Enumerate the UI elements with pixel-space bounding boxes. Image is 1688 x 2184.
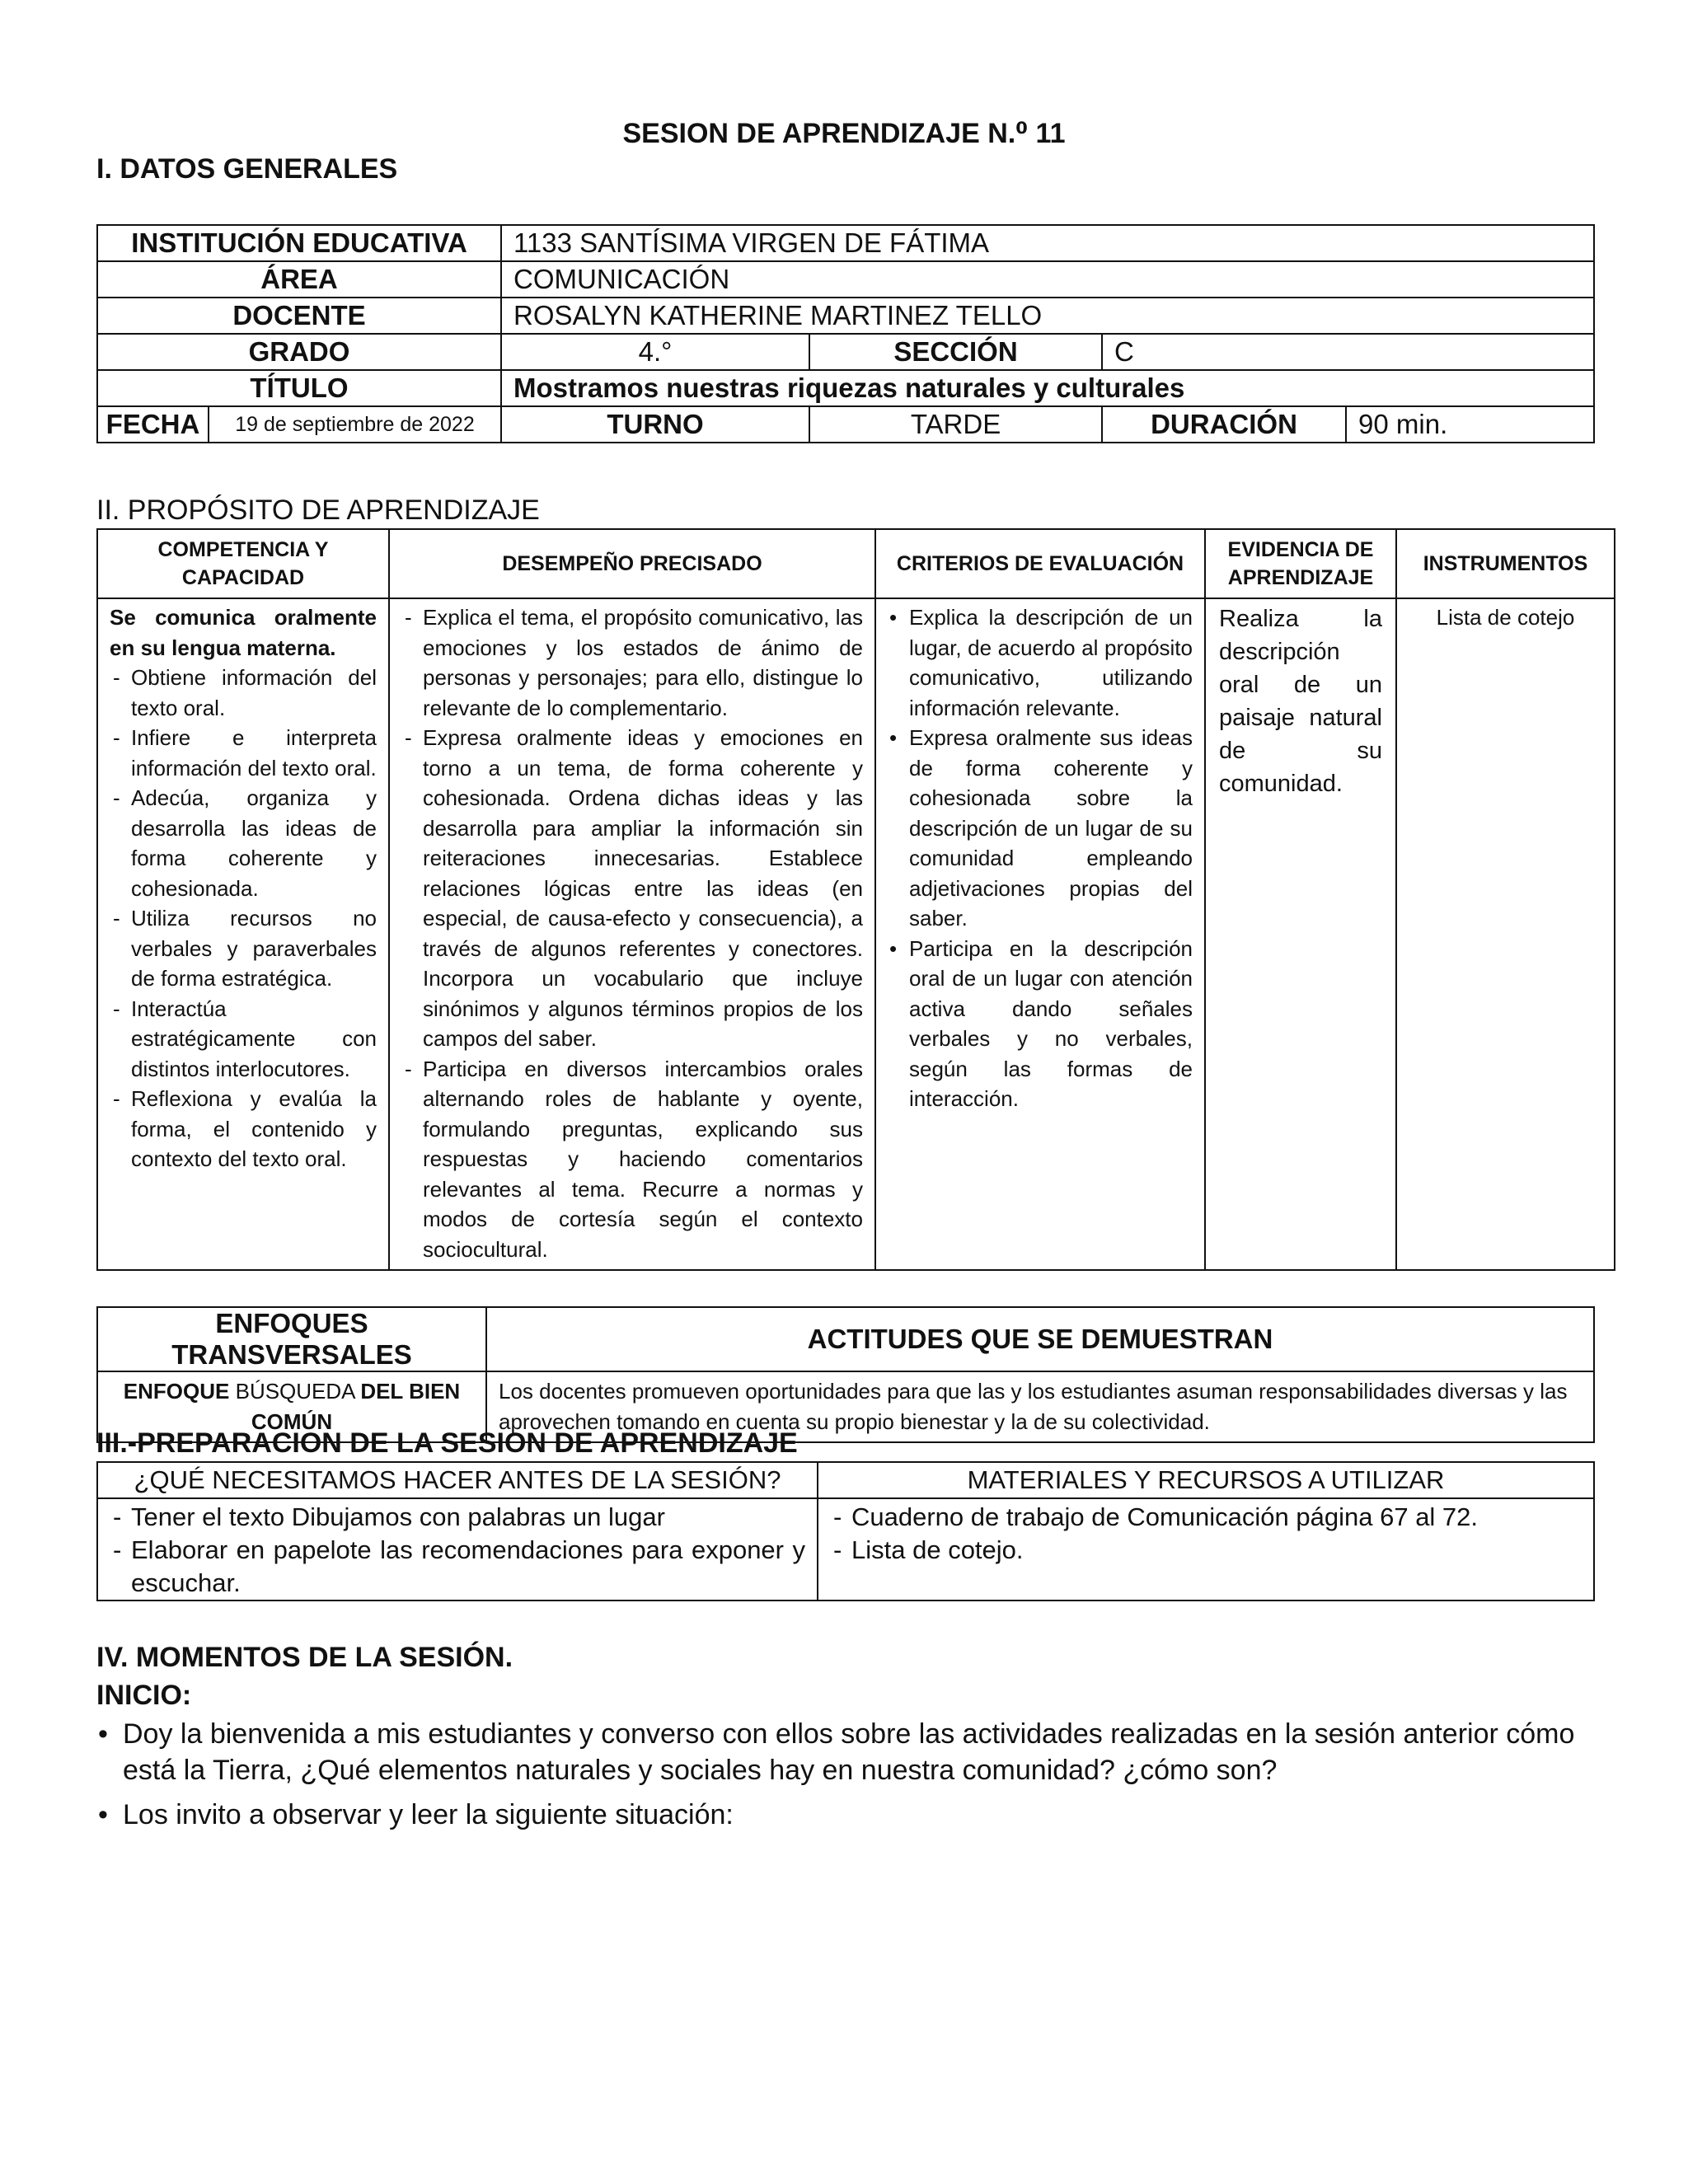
capacidad-item: - Obtiene información del texto oral. [110, 663, 377, 723]
header-evidencia: EVIDENCIA DE APRENDIZAJE [1205, 529, 1396, 598]
desempenos-list [401, 602, 863, 1264]
capacidad-item: - Reflexiona y evalúa la forma, el contenido y contexto del texto oral. [110, 1084, 377, 1174]
fecha-label: FECHA [97, 406, 209, 443]
titulo-label: TÍTULO [97, 370, 501, 406]
docente-label: DOCENTE [97, 298, 501, 334]
institucion-value: 1133 SANTÍSIMA VIRGEN DE FÁTIMA [501, 225, 1594, 261]
section1-heading: I. DATOS GENERALES [96, 153, 398, 185]
competencia-cell [97, 598, 389, 1270]
actitudes-header: ACTITUDES QUE SE DEMUESTRAN [486, 1307, 1594, 1371]
material-item: - Lista de cotejo. [830, 1534, 1582, 1567]
criterio-item: • Participa en la descripción oral de un lugar con atención activa dando señales verbales y no verbales, según las formas de interacción. [888, 934, 1193, 1114]
section3-heading: III.-PREPARACION DE LA SESION DE APRENDIZAJE [96, 1427, 798, 1459]
competencia-title: Se comunica oralmente en su lengua materna. [110, 605, 377, 660]
capacidad-item: - Adecúa, organiza y desarrolla las ideas de forma coherente y cohesionada. [110, 783, 377, 903]
enfoques-header: ENFOQUES TRANSVERSALES [97, 1307, 486, 1371]
desempeno-cell [389, 598, 875, 1270]
section2-heading: II. PROPÓSITO DE APRENDIZAJE [96, 494, 540, 526]
materiales-list [830, 1501, 1582, 1567]
duracion-value: 90 min. [1346, 406, 1594, 443]
titulo-value: Mostramos nuestras riquezas naturales y culturales [501, 370, 1594, 406]
criterios-cell [875, 598, 1205, 1270]
enfoques-table [96, 1306, 1595, 1443]
actitudes-cell: Los docentes promueven oportunidades para que las y los estudiantes asuman responsabilidades diversas y las aprovechen tomando en cuenta su propio bienestar y la de su colectividad. [486, 1371, 1594, 1442]
desempeno-item: - Participa en diversos intercambios orales alternando roles de hablante y oyente, formulando preguntas, explicando sus respuestas y haciendo comentarios relevantes al tema. Recurre a normas y modos de cortesía según el contexto sociocultural. [401, 1054, 863, 1265]
grado-value: 4.° [501, 334, 809, 370]
turno-label: TURNO [501, 406, 809, 443]
antes-item: - Tener el texto Dibujamos con palabras un lugar [110, 1501, 805, 1534]
header-desempeno: DESEMPEÑO PRECISADO [389, 529, 875, 598]
materiales-cell [818, 1498, 1594, 1601]
criterio-item: • Explica la descripción de un lugar, de acuerdo al propósito comunicativo, utilizando información relevante. [888, 602, 1193, 723]
criterios-list [888, 602, 1193, 1114]
grado-label: GRADO [97, 334, 501, 370]
seccion-value: C [1102, 334, 1594, 370]
antes-header: ¿QUÉ NECESITAMOS HACER ANTES DE LA SESIÓN? [97, 1462, 818, 1498]
proposito-table [96, 528, 1615, 1271]
section4-heading: IV. MOMENTOS DE LA SESIÓN. [96, 1642, 513, 1673]
instrumentos-cell: Lista de cotejo [1396, 598, 1615, 1270]
evidencia-cell: Realiza la descripción oral de un paisaje natural de su comunidad. [1205, 598, 1396, 1270]
capacidad-item: - Interactúa estratégicamente con distintos interlocutores. [110, 994, 377, 1085]
header-competencia: COMPETENCIA Y CAPACIDAD [97, 529, 389, 598]
inicio-bullet: • Los invito a observar y leer la siguiente situación: [96, 1797, 1597, 1833]
inicio-bullet: • Doy la bienvenida a mis estudiantes y converso con ellos sobre las actividades realizadas en la sesión anterior cómo está la Tierra, ¿Qué elementos naturales y sociales hay en nuestra comunidad? ¿cómo son? [96, 1716, 1597, 1788]
institucion-label: INSTITUCIÓN EDUCATIVA [97, 225, 501, 261]
desempeno-item: - Explica el tema, el propósito comunicativo, las emociones y los estados de ánimo de personas y personajes; para ello, distingue lo relevante de lo complementario. [401, 602, 863, 723]
capacidades-list [110, 663, 377, 1174]
desempeno-item: - Expresa oralmente ideas y emociones en torno a un tema, de forma coherente y cohesionada. Ordena dichas ideas y las desarrolla para ampliar la información sin reiteraciones innecesarias. Establece relaciones lógicas entre las ideas (en especial, de causa-efecto y consecuencia), a través de algunos referentes y conectores. Incorpora un vocabulario que incluye sinónimos y algunos términos propios de los campos del saber. [401, 723, 863, 1054]
capacidad-item: - Infiere e interpreta información del texto oral. [110, 723, 377, 783]
docente-value: ROSALYN KATHERINE MARTINEZ TELLO [501, 298, 1594, 334]
area-label: ÁREA [97, 261, 501, 298]
enfoque-busqueda: BÚSQUEDA [229, 1379, 361, 1404]
fecha-value: 19 de septiembre de 2022 [209, 406, 501, 443]
enfoque-word: ENFOQUE [123, 1379, 230, 1404]
datos-generales-table [96, 224, 1595, 443]
capacidad-item: - Utiliza recursos no verbales y paraverbales de forma estratégica. [110, 903, 377, 994]
antes-item: - Elaborar en papelote las recomendaciones para exponer y escuchar. [110, 1534, 805, 1600]
duracion-label: DURACIÓN [1102, 406, 1346, 443]
document-title: SESION DE APRENDIZAJE N.⁰ 11 [622, 118, 1066, 149]
preparacion-table [96, 1461, 1595, 1601]
seccion-label: SECCIÓN [809, 334, 1102, 370]
enfoque-bien-comun: DEL BIEN COMÚN [251, 1379, 461, 1434]
header-instrumentos: INSTRUMENTOS [1396, 529, 1615, 598]
material-item: - Cuaderno de trabajo de Comunicación página 67 al 72. [830, 1501, 1582, 1534]
antes-cell [97, 1498, 818, 1601]
antes-list [110, 1501, 805, 1600]
header-criterios: CRITERIOS DE EVALUACIÓN [875, 529, 1205, 598]
turno-value: TARDE [809, 406, 1102, 443]
inicio-heading: INICIO: [96, 1680, 192, 1711]
inicio-bullets [96, 1716, 1597, 1833]
materiales-header: MATERIALES Y RECURSOS A UTILIZAR [818, 1462, 1594, 1498]
criterio-item: • Expresa oralmente sus ideas de forma coherente y cohesionada sobre la descripción de un lugar de su comunidad empleando adjetivaciones propias del saber. [888, 723, 1193, 934]
area-value: COMUNICACIÓN [501, 261, 1594, 298]
